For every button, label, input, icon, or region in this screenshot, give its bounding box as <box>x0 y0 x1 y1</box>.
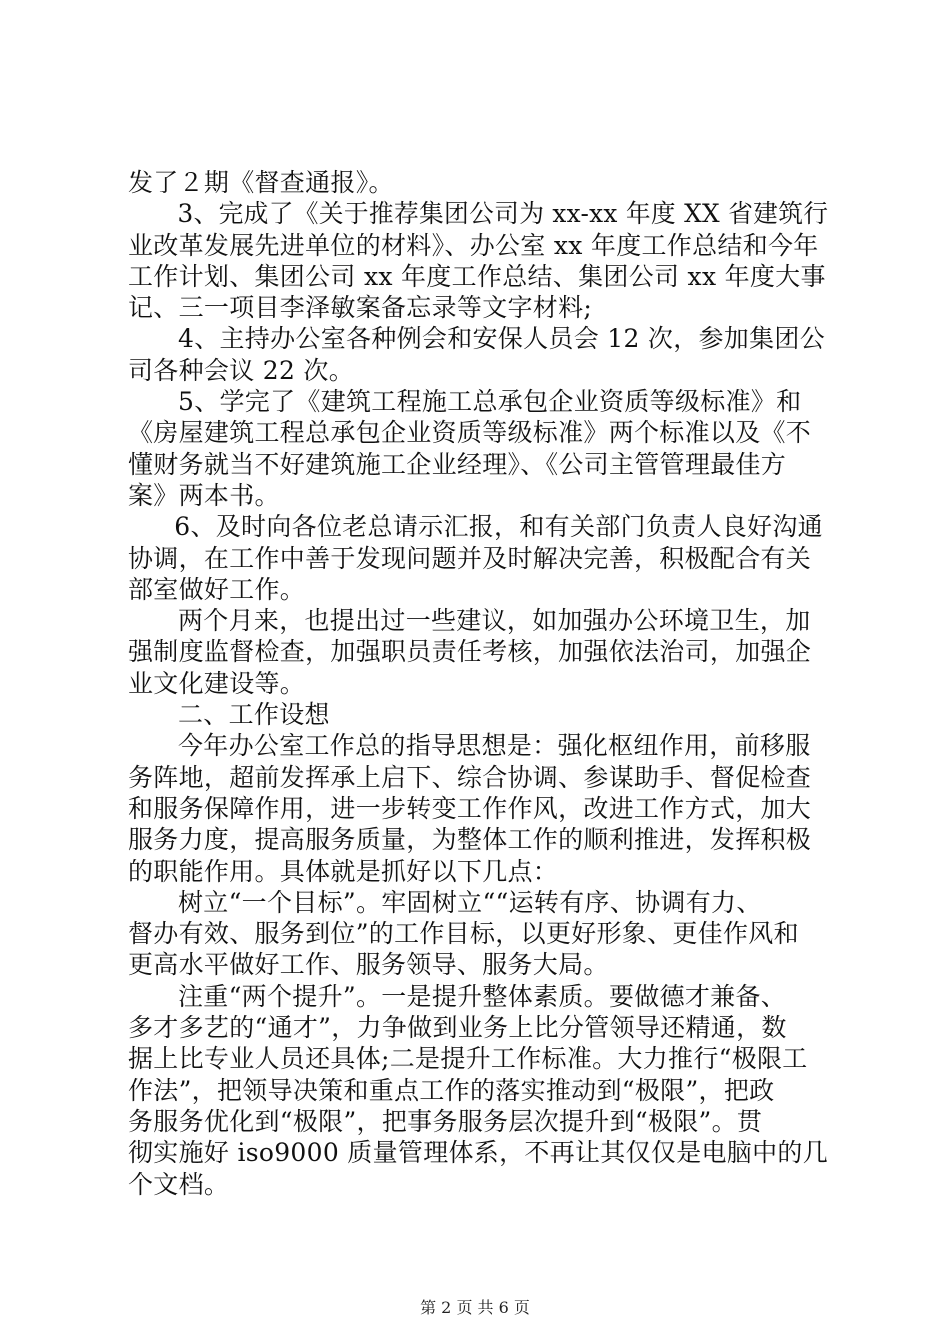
text-line: 彻实施好 iso9000 质量管理体系，不再让其仅仅是电脑中的几 <box>128 1138 828 1168</box>
text-line: 作法”，把领导决策和重点工作的落实推动到“极限”，把政 <box>128 1075 775 1105</box>
text-line: 多才多艺的“通才”，力争做到业务上比分管领导还精通，数 <box>128 1013 787 1043</box>
text-line: 部室做好工作。 <box>128 574 306 604</box>
text-line: 个文档。 <box>128 1169 230 1199</box>
text-line: 5、学完了《建筑工程施工总承包企业资质等级标准》和 <box>178 387 802 417</box>
text-line: 懂财务就当不好建筑施工企业经理》、《公司主管管理最佳方 <box>128 449 787 479</box>
text-line: 业文化建设等。 <box>128 668 306 698</box>
text-line: 3、完成了《关于推荐集团公司为 xx-xx 年度 XX 省建筑行 <box>177 199 829 229</box>
text-line: 6、及时向各位老总请示汇报，和有关部门负责人良好沟通 <box>174 512 823 542</box>
text-line: 强制度监督检查，加强职员责任考核，加强依法治司，加强企 <box>128 637 812 667</box>
text-line: 案》两本书。 <box>128 480 280 510</box>
text-line: 树立“一个目标”。牢固树立““运转有序、协调有力、 <box>178 887 762 917</box>
text-line: 注重“两个提升”。一是提升整体素质。要做德才兼备、 <box>178 981 787 1011</box>
text-line: 服务力度，提高服务质量，为整体工作的顺利推进，发挥积极 <box>128 825 812 855</box>
text-line: 的职能作用。具体就是抓好以下几点： <box>128 856 559 886</box>
text-line: 二、工作设想 <box>178 700 330 730</box>
text-line: 4、主持办公室各种例会和安保人员会 12 次，参加集团公 <box>178 324 826 354</box>
text-line: 务服务优化到“极限”，把事务服务层次提升到“极限”。贯 <box>128 1106 763 1136</box>
text-line: 发了２期《督查通报》。 <box>128 168 394 197</box>
text-line: 协调，在工作中善于发现问题并及时解决完善，积极配合有关 <box>128 543 812 573</box>
text-line: 工作计划、集团公司 xx 年度工作总结、集团公司 xx 年度大事 <box>128 261 826 291</box>
text-line: 督办有效、服务到位”的工作目标，以更好形象、更佳作风和 <box>128 919 799 949</box>
text-line: 司各种会议 22 次。 <box>128 355 355 385</box>
text-line: 据上比专业人员还具体;二是提升工作标准。大力推行“极限工 <box>128 1044 808 1074</box>
text-line: 业改革发展先进单位的材料》、办公室 xx 年度工作总结和今年 <box>128 230 819 260</box>
text-line: 两个月来，也提出过一些建议，如加强办公环境卫生，加 <box>178 606 811 636</box>
text-line: 记、三一项目李泽敏案备忘录等文字材料; <box>128 293 593 323</box>
text-line: 《房屋建筑工程总承包企业资质等级标准》两个标准以及《不 <box>128 418 812 448</box>
page-footer: 第 2 页 共 6 页 <box>420 1298 530 1317</box>
document-body <box>128 167 828 1200</box>
text-line: 和服务保障作用，进一步转变工作作风，改进工作方式，加大 <box>128 793 812 823</box>
text-line: 更高水平做好工作、服务领导、服务大局。 <box>128 950 609 980</box>
text-line: 今年办公室工作总的指导思想是：强化枢纽作用，前移服 <box>178 731 811 761</box>
text-line: 务阵地，超前发挥承上启下、综合协调、参谋助手、督促检查 <box>128 762 812 792</box>
